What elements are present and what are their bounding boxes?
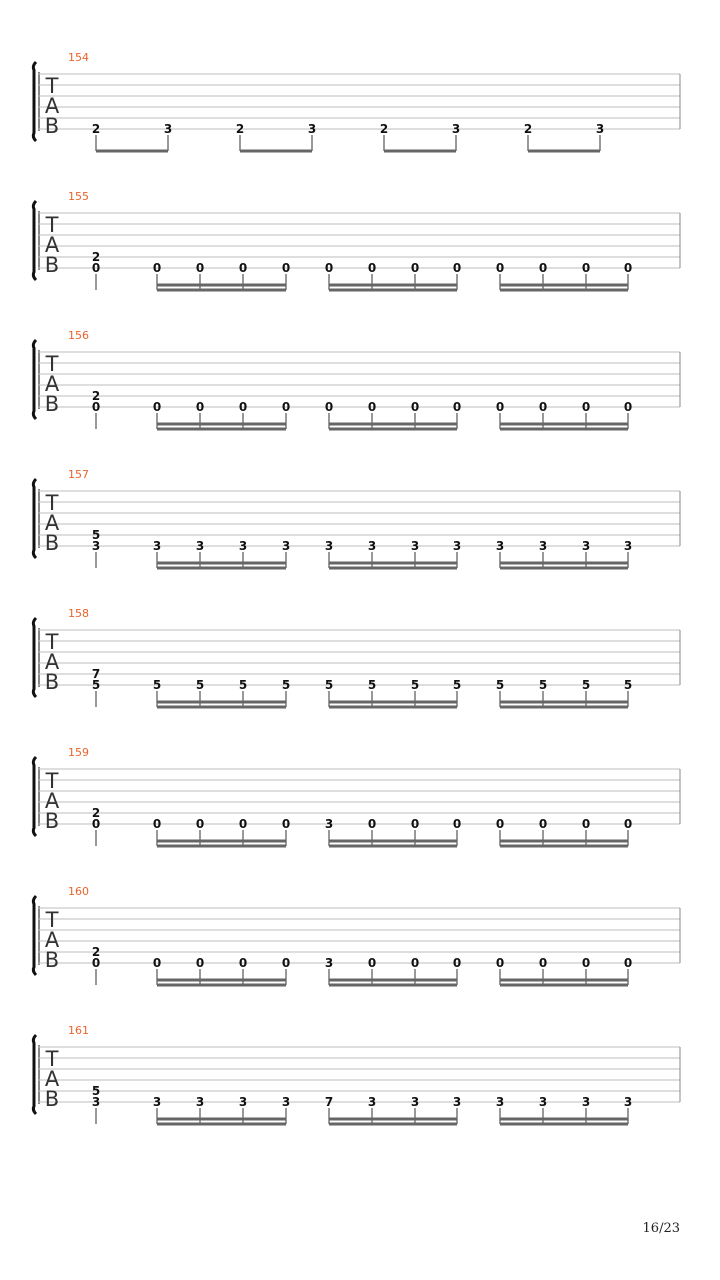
fret-number: 3 — [410, 1095, 420, 1109]
system-bracket — [33, 340, 36, 419]
beam — [96, 150, 168, 153]
beam — [500, 701, 628, 704]
fret-number: 5 — [238, 678, 248, 692]
fret-number: 5 — [495, 678, 505, 692]
beam — [329, 701, 457, 704]
fret-number: 0 — [152, 400, 162, 414]
tab-clef-letter: T — [45, 630, 59, 654]
fret-number: 3 — [163, 122, 173, 136]
fret-number: 0 — [152, 261, 162, 275]
beam — [157, 984, 286, 987]
fret-number: 0 — [581, 817, 591, 831]
beam — [157, 423, 286, 426]
measure-number: 156 — [68, 329, 89, 342]
fret-number: 0 — [538, 400, 548, 414]
measure-number: 155 — [68, 190, 89, 203]
tab-clef-letter: B — [44, 948, 60, 972]
fret-number: 3 — [307, 122, 317, 136]
tab-clef-letter: T — [45, 74, 59, 98]
system-bracket — [33, 757, 36, 836]
fret-number: 0 — [195, 400, 205, 414]
tab-clef-letter: A — [44, 928, 60, 952]
system-bracket — [33, 896, 36, 975]
tab-clef-letter: T — [45, 769, 59, 793]
beam — [329, 706, 457, 709]
fret-number: 0 — [410, 261, 420, 275]
fret-number: 7 — [91, 667, 101, 681]
fret-number: 2 — [523, 122, 533, 136]
fret-number: 0 — [238, 817, 248, 831]
measure-number: 159 — [68, 746, 89, 759]
system-bracket — [33, 201, 36, 280]
fret-number: 3 — [623, 539, 633, 553]
beam — [329, 1118, 457, 1121]
beam — [157, 706, 286, 709]
fret-number: 0 — [495, 956, 505, 970]
tab-clef-letter: A — [44, 233, 60, 257]
system-bracket — [33, 62, 36, 141]
beam — [157, 289, 286, 292]
tab-clef-letter: T — [45, 491, 59, 515]
fret-number: 3 — [595, 122, 605, 136]
tab-clef-letter: B — [44, 809, 60, 833]
fret-number: 2 — [91, 806, 101, 820]
beam — [240, 150, 312, 153]
fret-number: 3 — [410, 539, 420, 553]
fret-number: 5 — [410, 678, 420, 692]
fret-number: 0 — [623, 400, 633, 414]
fret-number: 0 — [367, 400, 377, 414]
fret-number: 0 — [367, 261, 377, 275]
beam — [500, 289, 628, 292]
beam — [329, 284, 457, 287]
fret-number: 0 — [91, 817, 101, 831]
tab-clef-letter: T — [45, 908, 59, 932]
fret-number: 5 — [623, 678, 633, 692]
tab-clef-letter: A — [44, 94, 60, 118]
beam — [500, 845, 628, 848]
beam — [329, 428, 457, 431]
fret-number: 3 — [495, 539, 505, 553]
fret-number: 0 — [410, 400, 420, 414]
fret-number: 0 — [324, 261, 334, 275]
fret-number: 5 — [91, 1084, 101, 1098]
fret-number: 5 — [281, 678, 291, 692]
fret-number: 3 — [195, 1095, 205, 1109]
beam — [157, 562, 286, 565]
beam — [329, 979, 457, 982]
beam — [157, 840, 286, 843]
beam — [500, 979, 628, 982]
fret-number: 3 — [367, 1095, 377, 1109]
fret-number: 0 — [367, 817, 377, 831]
fret-number: 3 — [281, 539, 291, 553]
fret-number: 0 — [495, 817, 505, 831]
system-bracket — [33, 618, 36, 697]
fret-number: 3 — [623, 1095, 633, 1109]
system-bracket — [33, 479, 36, 558]
fret-number: 3 — [452, 1095, 462, 1109]
fret-number: 3 — [324, 539, 334, 553]
fret-number: 0 — [495, 261, 505, 275]
beam — [329, 984, 457, 987]
measure-number: 158 — [68, 607, 89, 620]
fret-number: 0 — [452, 817, 462, 831]
tab-clef-letter: T — [45, 352, 59, 376]
fret-number: 5 — [91, 678, 101, 692]
beam — [500, 706, 628, 709]
fret-number: 0 — [324, 400, 334, 414]
fret-number: 0 — [410, 956, 420, 970]
tab-clef-letter: A — [44, 650, 60, 674]
fret-number: 0 — [238, 261, 248, 275]
measure-number: 154 — [68, 51, 89, 64]
fret-number: 5 — [324, 678, 334, 692]
measure-number: 160 — [68, 885, 89, 898]
fret-number: 5 — [195, 678, 205, 692]
fret-number: 2 — [91, 389, 101, 403]
fret-number: 0 — [91, 400, 101, 414]
fret-number: 0 — [152, 956, 162, 970]
beam — [528, 150, 600, 153]
beam — [329, 567, 457, 570]
tab-clef-letter: B — [44, 114, 60, 138]
fret-number: 5 — [452, 678, 462, 692]
beam — [500, 423, 628, 426]
beam — [157, 701, 286, 704]
fret-number: 3 — [452, 539, 462, 553]
fret-number: 0 — [623, 261, 633, 275]
fret-number: 5 — [152, 678, 162, 692]
tab-clef-letter: T — [45, 1047, 59, 1071]
beam — [157, 567, 286, 570]
fret-number: 0 — [91, 956, 101, 970]
fret-number: 0 — [410, 817, 420, 831]
fret-number: 0 — [581, 261, 591, 275]
beam — [500, 428, 628, 431]
tab-clef-letter: B — [44, 253, 60, 277]
beam — [157, 1118, 286, 1121]
beam — [500, 567, 628, 570]
fret-number: 0 — [495, 400, 505, 414]
beam — [384, 150, 456, 153]
fret-number: 3 — [238, 1095, 248, 1109]
fret-number: 0 — [91, 261, 101, 275]
fret-number: 3 — [152, 539, 162, 553]
fret-number: 0 — [281, 261, 291, 275]
tab-clef-letter: A — [44, 372, 60, 396]
beam — [329, 423, 457, 426]
fret-number: 3 — [91, 539, 101, 553]
fret-number: 0 — [623, 956, 633, 970]
beam — [329, 562, 457, 565]
fret-number: 0 — [452, 956, 462, 970]
beam — [157, 845, 286, 848]
fret-number: 0 — [452, 261, 462, 275]
beam — [329, 1123, 457, 1126]
tab-clef-letter: T — [45, 213, 59, 237]
fret-number: 3 — [451, 122, 461, 136]
fret-number: 5 — [367, 678, 377, 692]
beam — [329, 840, 457, 843]
tab-clef-letter: A — [44, 511, 60, 535]
fret-number: 3 — [538, 1095, 548, 1109]
beam — [500, 984, 628, 987]
fret-number: 2 — [235, 122, 245, 136]
fret-number: 5 — [91, 528, 101, 542]
fret-number: 3 — [495, 1095, 505, 1109]
measure-number: 161 — [68, 1024, 89, 1037]
tab-clef-letter: B — [44, 531, 60, 555]
fret-number: 0 — [238, 400, 248, 414]
fret-number: 2 — [91, 122, 101, 136]
fret-number: 0 — [538, 956, 548, 970]
beam — [329, 845, 457, 848]
fret-number: 3 — [238, 539, 248, 553]
fret-number: 0 — [238, 956, 248, 970]
fret-number: 5 — [581, 678, 591, 692]
fret-number: 3 — [581, 1095, 591, 1109]
fret-number: 0 — [581, 956, 591, 970]
beam — [500, 284, 628, 287]
beam — [157, 979, 286, 982]
fret-number: 3 — [324, 817, 334, 831]
beam — [500, 1118, 628, 1121]
fret-number: 0 — [538, 261, 548, 275]
fret-number: 0 — [367, 956, 377, 970]
tab-clef-letter: A — [44, 789, 60, 813]
fret-number: 0 — [281, 956, 291, 970]
tab-clef-letter: B — [44, 392, 60, 416]
beam — [500, 562, 628, 565]
beam — [329, 289, 457, 292]
beam — [157, 284, 286, 287]
fret-number: 0 — [581, 400, 591, 414]
beam — [500, 1123, 628, 1126]
beam — [157, 1123, 286, 1126]
fret-number: 3 — [152, 1095, 162, 1109]
system-bracket — [33, 1035, 36, 1114]
tab-clef-letter: A — [44, 1067, 60, 1091]
fret-number: 0 — [152, 817, 162, 831]
fret-number: 3 — [91, 1095, 101, 1109]
fret-number: 2 — [91, 945, 101, 959]
fret-number: 0 — [281, 817, 291, 831]
fret-number: 0 — [195, 817, 205, 831]
tab-clef-letter: B — [44, 1087, 60, 1111]
fret-number: 3 — [324, 956, 334, 970]
fret-number: 0 — [195, 956, 205, 970]
fret-number: 3 — [367, 539, 377, 553]
fret-number: 3 — [281, 1095, 291, 1109]
fret-number: 0 — [281, 400, 291, 414]
fret-number: 3 — [581, 539, 591, 553]
fret-number: 0 — [538, 817, 548, 831]
fret-number: 3 — [538, 539, 548, 553]
page-number: 16/23 — [642, 1221, 680, 1236]
fret-number: 0 — [195, 261, 205, 275]
fret-number: 3 — [195, 539, 205, 553]
fret-number: 2 — [379, 122, 389, 136]
fret-number: 2 — [91, 250, 101, 264]
beam — [500, 840, 628, 843]
tab-clef-letter: B — [44, 670, 60, 694]
beam — [157, 428, 286, 431]
fret-number: 0 — [623, 817, 633, 831]
fret-number: 0 — [452, 400, 462, 414]
fret-number: 5 — [538, 678, 548, 692]
fret-number: 7 — [324, 1095, 334, 1109]
measure-number: 157 — [68, 468, 89, 481]
